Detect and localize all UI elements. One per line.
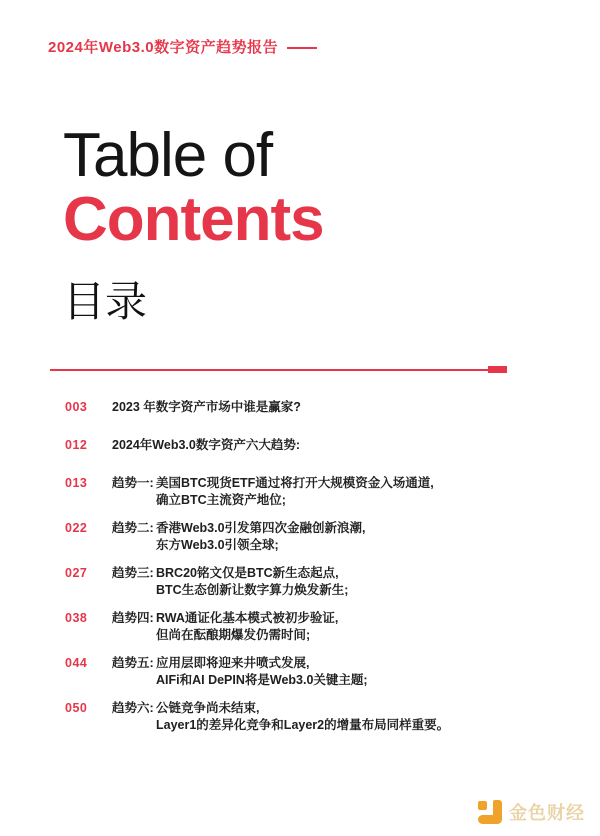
- toc-entry-text: [112, 655, 545, 689]
- toc-entry-line1: 香港Web3.0引发第四次金融创新浪潮,: [156, 521, 366, 535]
- toc-entry-text: [112, 399, 545, 416]
- header-dash-line: [287, 47, 317, 49]
- brand-name: 金色财经: [509, 803, 585, 823]
- toc-entry-line1: RWA通证化基本模式被初步验证,: [156, 611, 339, 625]
- toc-entry[interactable]: [65, 437, 545, 454]
- toc-entry-line1: 公链竞争尚未结束,: [156, 701, 260, 715]
- toc-entry-line1: 2023 年数字资产市场中谁是赢家?: [112, 400, 301, 414]
- toc-entry[interactable]: [65, 655, 545, 689]
- toc-entry-line2: 但尚在酝酿期爆发仍需时间;: [156, 628, 311, 642]
- toc-trend-label: 趋势一:: [112, 476, 154, 490]
- toc-entry-text: [112, 610, 545, 644]
- toc-trend-label: 趋势四:: [112, 611, 154, 625]
- toc-entry-text: [112, 437, 545, 454]
- report-title: 2024年Web3.0数字资产趋势报告: [48, 39, 279, 56]
- title-block: [63, 121, 324, 325]
- section-divider-line: [50, 369, 488, 371]
- jinse-finance-logo-icon: [478, 800, 502, 824]
- toc-entry[interactable]: [65, 520, 545, 554]
- section-divider-dash: [488, 366, 507, 373]
- toc-entry-text: [112, 565, 545, 599]
- toc-page-number: 003: [65, 400, 88, 414]
- toc-page-number: 013: [65, 476, 88, 490]
- toc-trend-label: 趋势三:: [112, 566, 154, 580]
- toc-trend-label: 趋势六:: [112, 701, 154, 715]
- toc-page-number: 027: [65, 566, 88, 580]
- toc-entry-line1: 应用层即将迎来井喷式发展,: [156, 656, 310, 670]
- report-header: [48, 36, 317, 57]
- title-english-line1: Table of: [63, 121, 273, 190]
- toc-entry[interactable]: [65, 475, 545, 509]
- toc-entry[interactable]: [65, 399, 545, 416]
- toc-page-number: 012: [65, 438, 88, 452]
- toc-entry-line2: Layer1的差异化竞争和Layer2的增量布局同样重要。: [156, 718, 450, 732]
- toc-entry-text: [112, 475, 545, 509]
- toc-entry-text: [112, 520, 545, 554]
- toc-entry-line2: AIFi和AI DePIN将是Web3.0关键主题;: [156, 673, 368, 687]
- toc-entry[interactable]: [65, 700, 545, 734]
- toc-page-number: 050: [65, 701, 88, 715]
- title-english-line2: Contents: [63, 185, 324, 254]
- toc-trend-label: 趋势二:: [112, 521, 154, 535]
- toc-page-number: 044: [65, 656, 88, 670]
- toc-entry-line2: 确立BTC主流资产地位;: [156, 493, 286, 507]
- title-chinese: 目录: [63, 278, 148, 325]
- toc-list: [65, 399, 545, 745]
- toc-page-number: 022: [65, 521, 88, 535]
- toc-entry-line1: 2024年Web3.0数字资产六大趋势:: [112, 438, 301, 452]
- toc-entry[interactable]: [65, 610, 545, 644]
- toc-entry-line1: 美国BTC现货ETF通过将打开大规模资金入场通道,: [156, 476, 434, 490]
- toc-entry-line2: 东方Web3.0引领全球;: [156, 538, 279, 552]
- toc-page-number: 038: [65, 611, 88, 625]
- toc-entry[interactable]: [65, 565, 545, 599]
- jinse-finance-brand: [478, 799, 585, 825]
- toc-entry-text: [112, 700, 545, 734]
- toc-trend-label: 趋势五:: [112, 656, 154, 670]
- toc-entry-line1: BRC20铭文仅是BTC新生态起点,: [156, 566, 339, 580]
- toc-entry-line2: BTC生态创新让数字算力焕发新生;: [156, 583, 349, 597]
